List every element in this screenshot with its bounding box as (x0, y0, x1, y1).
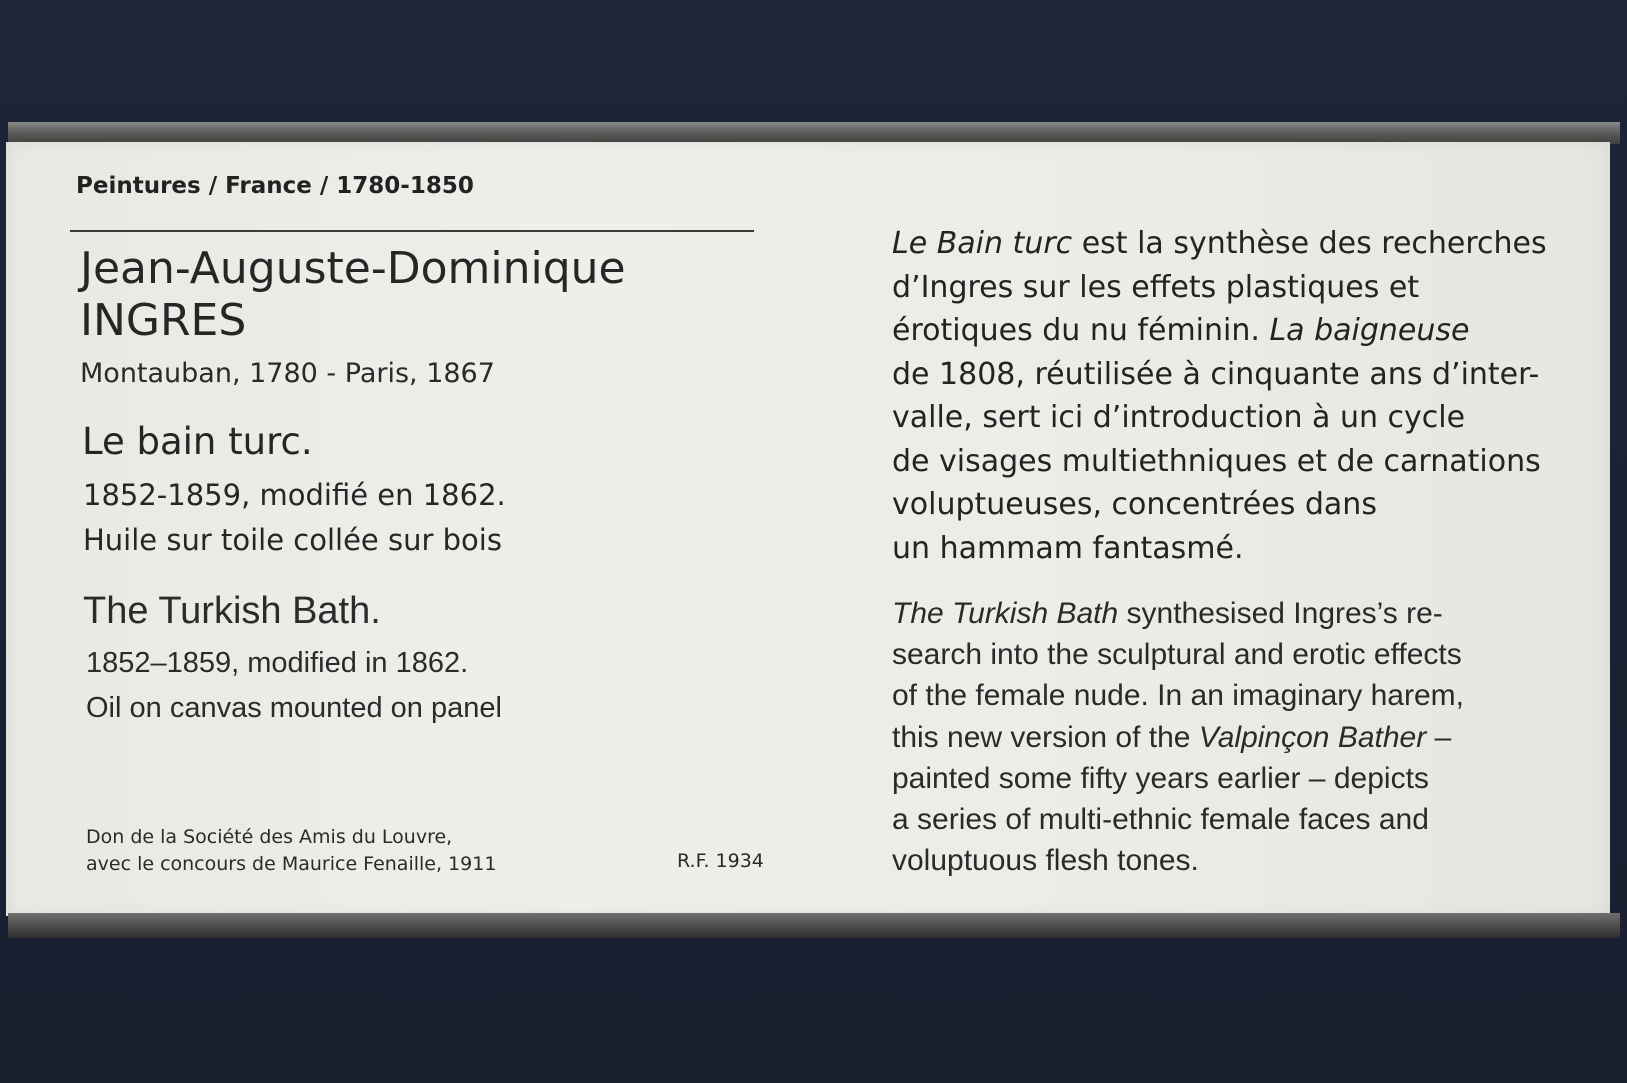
description-en-line: this new version of the Valpinçon Bather – (892, 720, 1452, 754)
description-fr-line: de visages multiethniques et de carnations (892, 443, 1541, 479)
inventory-number: R.F. 1934 (677, 850, 764, 872)
artwork-date-fr: 1852-1859, modifié en 1862. (83, 478, 506, 512)
description-en-line: The Turkish Bath synthesised Ingres’s re- (892, 597, 1443, 630)
artwork-title-en: The Turkish Bath. (83, 590, 381, 632)
credit-line-2: avec le concours de Maurice Fenaille, 1911 (86, 853, 497, 875)
description-fr-line: un hammam fantasmé. (892, 530, 1244, 566)
bottom-metal-rail (8, 913, 1620, 938)
artist-life-dates: Montauban, 1780 - Paris, 1867 (80, 358, 495, 389)
artwork-date-en: 1852–1859, modified in 1862. (86, 647, 469, 679)
credit-line-1: Don de la Société des Amis du Louvre, (86, 826, 453, 848)
description-fr-line: de 1808, réutilisée à cinquante ans d’inter- (892, 356, 1540, 392)
artist-name (80, 243, 626, 347)
artwork-details-en (86, 641, 502, 731)
artwork-title-fr: Le bain turc. (82, 420, 313, 463)
description-fr-line: érotiques du nu féminin. La baigneuse (892, 313, 1470, 348)
description-fr (892, 222, 1547, 570)
description-fr-line: valle, sert ici d’introduction à un cycle (892, 400, 1466, 435)
artwork-medium-en: Oil on canvas mounted on panel (86, 692, 502, 724)
description-fr-line: Le Bain turc est la synthèse des recherches (892, 226, 1547, 261)
category-breadcrumb: Peintures / France / 1780-1850 (76, 173, 474, 199)
description-fr-line: voluptueuses, concentrées dans (892, 487, 1377, 522)
description-fr-line: d’Ingres sur les effets plastiques et (892, 269, 1420, 305)
description-en-line: of the female nude. In an imaginary harem, (892, 679, 1464, 713)
artist-last-name: INGRES (80, 295, 247, 346)
description-en (892, 593, 1464, 881)
top-metal-rail (8, 122, 1620, 144)
description-en-line: painted some fifty years earlier – depicts (892, 761, 1429, 795)
artist-first-names: Jean-Auguste-Dominique (80, 243, 626, 294)
header-divider (70, 230, 754, 232)
description-en-line: voluptuous flesh tones. (892, 844, 1199, 878)
description-en-line: a series of multi-ethnic female faces and (892, 803, 1429, 837)
credit-line (86, 824, 496, 878)
artwork-medium-fr: Huile sur toile collée sur bois (83, 523, 502, 557)
artwork-details-fr (83, 473, 506, 563)
description-en-line: search into the sculptural and erotic effects (892, 638, 1462, 672)
